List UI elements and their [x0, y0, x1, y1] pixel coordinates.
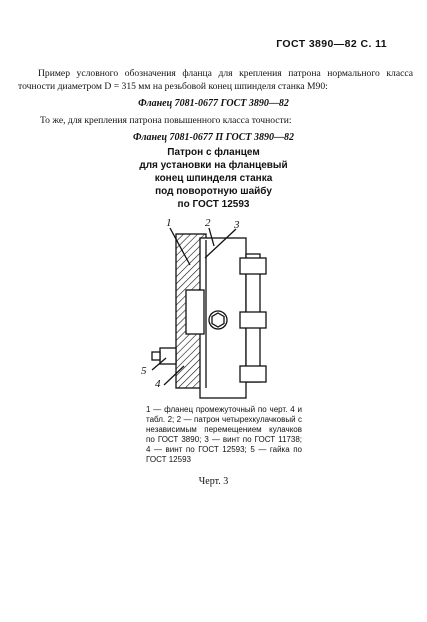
figure-title-line: по ГОСТ 12593 — [177, 199, 250, 210]
example-paragraph: Пример условного обозначения фланца для крепления патрона нормального класса точности диаметром D = 315 мм на резьбовой конец шпинделя станка М90: — [18, 68, 413, 92]
figure-title-line: для установки на фланцевый — [139, 160, 288, 171]
designation-precision: Фланец 7081-0677 П ГОСТ 3890—82 — [132, 132, 295, 143]
center-bore — [186, 290, 204, 334]
label-5: 5 — [141, 365, 147, 377]
jaw-top — [240, 258, 266, 274]
figure-title-line: конец шпинделя станка — [154, 173, 273, 184]
figure-title-line: Патрон с фланцем — [167, 147, 260, 158]
label-2: 2 — [205, 217, 211, 229]
label-1: 1 — [166, 217, 172, 229]
designation-normal: Фланец 7081-0677 ГОСТ 3890—82 — [138, 98, 289, 109]
jaw-bottom — [240, 366, 266, 382]
figure-title-line: под поворотную шайбу — [155, 186, 272, 197]
figure-caption: Черт. 3 — [198, 476, 229, 487]
screw-4 — [152, 352, 160, 360]
label-4: 4 — [155, 378, 161, 390]
page-header: ГОСТ 3890—82 С. 11 — [276, 38, 387, 50]
label-3: 3 — [234, 219, 240, 231]
jaw-middle — [240, 312, 266, 328]
same-paragraph: То же, для крепления патрона повышенного класса точности: — [40, 115, 292, 126]
chuck-outline — [152, 228, 266, 398]
figure-legend: 1 — фланец промежуточный по черт. 4 и табл. 2; 2 — патрон четырехкулачковый с независимым перемещением кулачков по ГОСТ 3890; 3 — винт по ГОСТ 11738; 4 — винт по ГОСТ 12593; 5 — гайка по ГОСТ 12593 — [146, 405, 302, 464]
